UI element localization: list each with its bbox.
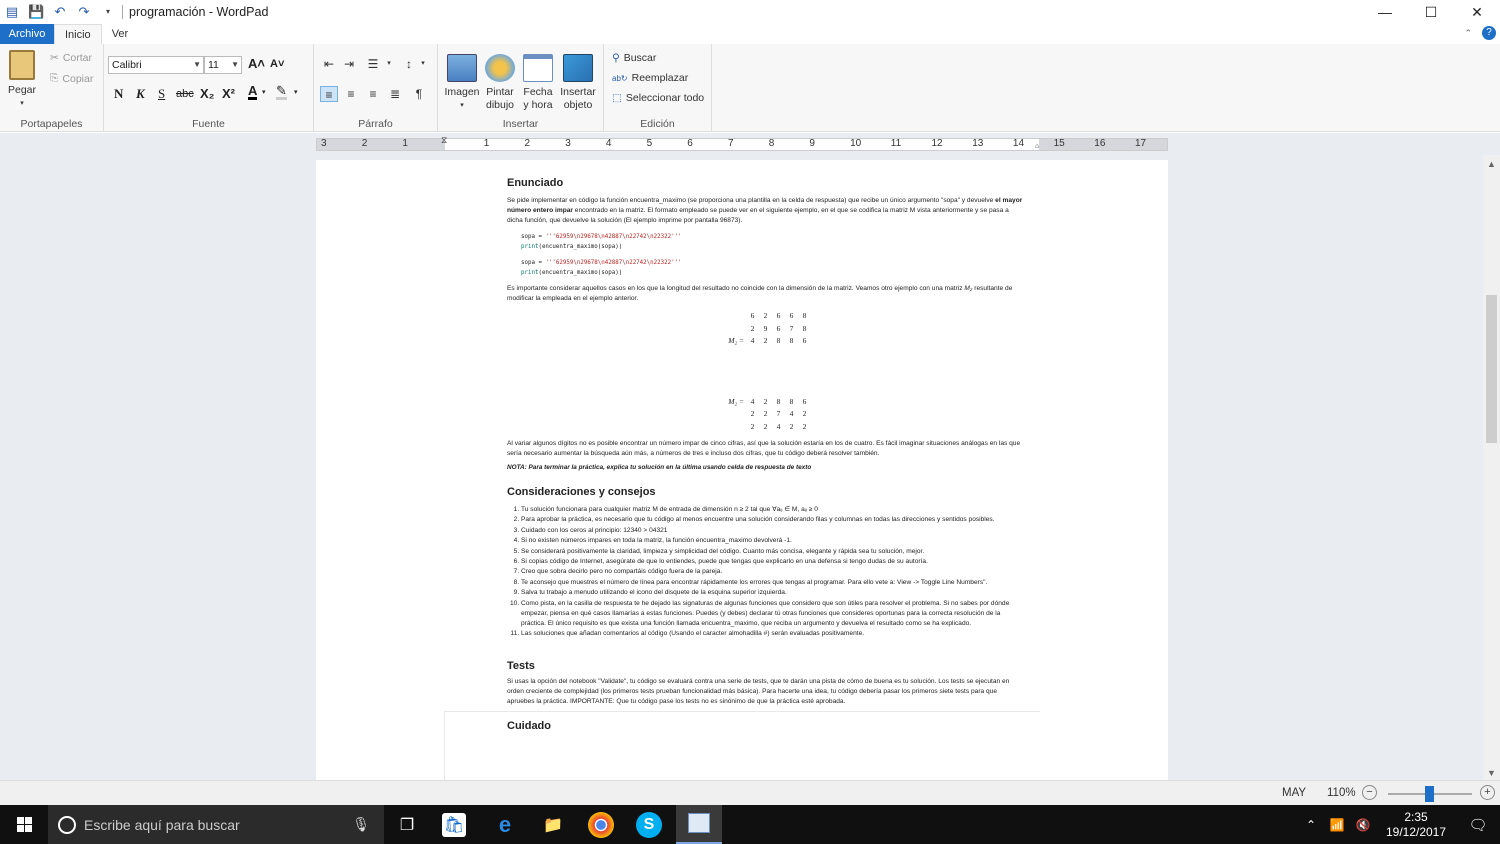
paragraph-consider	[507, 284, 1025, 304]
matrix-cell: 2	[763, 421, 768, 431]
cut-label: Cortar	[62, 52, 92, 64]
ruler-left-margin	[317, 139, 445, 150]
ribbon-tabs	[0, 24, 1500, 44]
skype-icon[interactable]: S	[636, 812, 662, 838]
zoom-slider[interactable]	[1388, 793, 1472, 795]
object-label-line1: Insertar	[560, 86, 596, 98]
matrix-row	[722, 408, 1025, 421]
text-color-button[interactable]: A	[248, 83, 258, 98]
matrix-cell: 2	[750, 421, 755, 431]
scroll-up-icon[interactable]: ▲	[1487, 159, 1496, 169]
font-group	[104, 44, 314, 132]
font-size-select[interactable]	[204, 56, 242, 74]
matrix-cell: 8	[802, 311, 807, 320]
matrix-row	[722, 396, 1025, 409]
redo-icon[interactable]: ↷	[78, 4, 90, 19]
ruler-number: 16	[1094, 138, 1106, 149]
matrix-cell: 2	[763, 311, 768, 320]
ruler-number: 12	[931, 138, 943, 149]
help-icon[interactable]: ?	[1482, 26, 1496, 40]
cell-border	[444, 711, 445, 780]
matrix-cell: 8	[776, 336, 781, 345]
ruler-number: 13	[972, 138, 984, 149]
matrix-row	[722, 310, 1025, 323]
indent-marker-icon[interactable]: ⧖	[441, 135, 448, 145]
code-block-1	[521, 232, 1025, 252]
matrix-cell: 8	[802, 323, 807, 333]
quick-access-toolbar	[0, 4, 116, 20]
scroll-down-icon[interactable]: ▼	[1487, 768, 1496, 778]
code-text: (encuentra_maximo(sopa))	[538, 244, 623, 250]
align-right-icon[interactable]: ≡	[369, 87, 377, 101]
matrix-cell: 6	[776, 311, 781, 320]
insert-group	[438, 44, 604, 132]
paragraph-group-label: Párrafo	[358, 118, 393, 130]
code-string: '''62959\n29678\n42887\n22742\n22322'''	[545, 260, 682, 266]
matrix-cell: 6	[776, 323, 781, 333]
paragraph-settings-icon[interactable]: ¶	[415, 87, 423, 101]
tab-view[interactable]: Ver	[111, 28, 129, 40]
replace-icon: ab↻	[612, 73, 628, 83]
matrix-symbol: M₂	[964, 285, 973, 292]
paste-dropdown-icon[interactable]: ▾	[20, 100, 24, 107]
paragraph-group	[314, 44, 438, 132]
font-size-value: 11	[208, 59, 219, 71]
undo-icon[interactable]: ↶	[54, 4, 66, 19]
tab-home[interactable]: Inicio	[54, 24, 102, 44]
copy-button[interactable]	[50, 72, 93, 85]
ruler-number: 1	[483, 138, 490, 149]
window-title: programación - WordPad	[129, 5, 269, 19]
select-all-button[interactable]	[612, 92, 704, 104]
list-item: 6. Si copias código de Internet, asegúrate de que lo entiendes, puede que tengas que explicarlo en una defensa si tengo dudas de su autoría.	[521, 557, 1025, 567]
matrix-label	[722, 310, 746, 323]
ruler-number: 3	[321, 138, 327, 149]
ruler-number: 1	[402, 138, 408, 149]
zoom-in-button[interactable]: +	[1480, 785, 1495, 800]
find-button[interactable]	[612, 52, 656, 64]
customize-toolbar-chevron-icon[interactable]: ▾	[105, 7, 110, 16]
align-center-icon[interactable]: ≡	[347, 87, 355, 101]
heading-cuidado: Cuidado	[507, 719, 551, 732]
superscript-button[interactable]: X²	[222, 86, 235, 101]
line-spacing-icon[interactable]: ↕	[406, 57, 412, 71]
list-item: 8. Te aconsejo que muestres el número de línea para encontrar rápidamente los errores que tengas al programar. Para ello vete a: View -> Toggle Line Numbers".	[521, 578, 1025, 588]
line-spacing-dropdown-icon[interactable]: ▾	[421, 60, 425, 67]
matrix-label: M₂ =	[728, 396, 744, 406]
insert-group-label: Insertar	[502, 118, 539, 130]
code-line	[521, 268, 1025, 278]
minimize-button[interactable]: —	[1378, 4, 1392, 20]
heading-tests: Tests	[507, 659, 535, 672]
spacer	[507, 348, 1025, 396]
tips-list	[521, 505, 1025, 639]
code-block-2	[521, 258, 1025, 278]
binoculars-icon: ⚲	[612, 52, 620, 64]
file-explorer-icon[interactable]: 📁	[543, 817, 563, 834]
matrix-cell: 4	[776, 421, 781, 431]
ruler-number: 11	[890, 138, 902, 149]
document-area	[0, 155, 1483, 780]
system-tray	[1298, 805, 1500, 844]
paragraph-tests: Si usas la opción del notebook "Validate", tu código se evaluará contra una serie de tests, que te darán una pista de cómo de buena es tu solución. Los tests se ejecutan en orden creciente de complejidad (los primeros tests prueban funcionalidad más básica). Para hacerte una idea, tu código debería pasar los primeros siete tests para que apruebes la práctica. IMPORTANTE: Que tu código pase los tests no es sinónimo de que la práctica esté aprobada.	[507, 677, 1010, 705]
vertical-scrollbar[interactable]	[1483, 155, 1500, 780]
note-text: NOTA: Para terminar la práctica, explica tu solución en la última usando celda de respuesta de texto	[507, 464, 812, 471]
matrix-cell: 7	[789, 323, 794, 333]
matrix-row	[722, 323, 1025, 336]
tab-file[interactable]: Archivo	[0, 24, 54, 44]
matrix-label	[722, 421, 746, 434]
find-label: Buscar	[623, 52, 657, 64]
highlight-icon[interactable]: ✎	[276, 83, 287, 98]
collapse-ribbon-chevron-icon[interactable]: ⌃	[1464, 27, 1472, 38]
code-string: '''62959\n29678\n42887\n22742\n22322'''	[545, 234, 682, 240]
notifications-icon[interactable]: 🗨	[1468, 816, 1488, 834]
paint-label-line2: dibujo	[485, 99, 515, 111]
matrix-row	[722, 421, 1025, 434]
code-func: print	[521, 244, 539, 250]
windows-logo-icon	[17, 817, 32, 832]
chevron-down-icon: ▼	[193, 60, 201, 69]
matrix-cell: 4	[789, 409, 794, 418]
chrome-icon[interactable]	[588, 812, 614, 838]
matrix-cell: 6	[789, 311, 794, 320]
code-line	[521, 258, 1025, 268]
font-group-label: Fuente	[192, 118, 225, 130]
strikethrough-button[interactable]: abc	[176, 88, 194, 100]
ruler-number: 10	[850, 138, 862, 149]
code-line	[521, 242, 1025, 252]
date-time-button[interactable]	[520, 54, 556, 112]
matrix-cell: 2	[763, 396, 768, 406]
code-func: print	[521, 270, 539, 276]
matrix-cell: 6	[802, 396, 807, 406]
insert-object-button[interactable]	[558, 54, 598, 112]
copy-icon: ⎘	[50, 72, 59, 84]
paint-drawing-button[interactable]	[482, 54, 518, 112]
consider-text-end: resultante de modificar la empleada en el ejemplo anterior.	[507, 285, 1013, 302]
code-text: (encuentra_maximo(sopa))	[538, 270, 623, 276]
font-family-select[interactable]	[108, 56, 204, 74]
clipboard-group-label: Portapapeles	[20, 118, 83, 130]
matrix-cell: 9	[763, 323, 768, 333]
ruler-number: 15	[1053, 138, 1065, 149]
heading-enunciado: Enunciado	[507, 177, 564, 189]
paste-label: Pegar	[8, 84, 37, 96]
cortana-icon	[58, 816, 76, 834]
edge-icon[interactable]: e	[498, 812, 512, 837]
code-line	[521, 232, 1025, 242]
matrix-bottom	[722, 396, 1025, 434]
zoom-level: 110%	[1327, 787, 1356, 799]
italic-button[interactable]: K	[136, 86, 145, 101]
paint-label-line1: Pintar	[486, 86, 514, 98]
image-icon	[447, 54, 477, 82]
code-text: sopa =	[521, 260, 546, 266]
list-item: 10. Como pista, en la casilla de respuesta te he dejado las signaturas de algunas funciones que considero que son útiles para resolver el problema. Si no sabes por dónde empezar, piensa en qué casos llamarías a estas funciones. Puedes (y debes) declarar tú otras funciones que consideres oportunas para la correcta resolución de la práctica. El único requisito es que exista una función llamada encuentra_maximo, que reciba un argumento y devuelva el resultado como se ha explicado.	[521, 599, 1025, 629]
date-label-line1: Fecha	[523, 86, 553, 98]
matrix-cell: 2	[763, 409, 768, 418]
matrix-cell: 2	[763, 336, 768, 345]
increase-indent-icon[interactable]: ⇥	[343, 57, 355, 71]
ruler-number: 9	[809, 138, 815, 149]
wordpad-taskbar-button[interactable]	[676, 805, 722, 844]
matrix-cell: 2	[802, 409, 807, 418]
volume-muted-icon[interactable]: 🔇	[1355, 817, 1371, 832]
matrix-cell: 8	[789, 396, 794, 406]
ruler-number: 2	[361, 138, 368, 149]
matrix-cell: 6	[750, 311, 755, 320]
list-item: 9. Salva tu trabajo a menudo utilizando el icono del disquete de la esquina superior izquierda.	[521, 588, 1025, 598]
bullet-list-icon[interactable]: ☰	[367, 57, 379, 71]
zoom-slider-knob[interactable]	[1425, 786, 1434, 802]
list-item: 7. Creo que sobra decirlo pero no compartáis código fuera de la pareja.	[521, 567, 1025, 577]
matrix-cell: 4	[750, 396, 755, 406]
insert-image-label: Imagen	[444, 86, 480, 98]
ruler-area	[0, 133, 1500, 155]
ruler[interactable]	[316, 135, 1168, 151]
matrix-label: M₂ =	[728, 336, 744, 345]
replace-button[interactable]	[612, 72, 688, 84]
microphone-icon[interactable]: 🎙	[352, 816, 370, 832]
show-hidden-icons-icon[interactable]: ⌃	[1305, 817, 1317, 832]
calendar-icon	[523, 54, 553, 82]
highlight-dropdown-icon[interactable]: ▾	[294, 89, 298, 96]
ruler-number: 4	[605, 138, 612, 149]
copy-label: Copiar	[62, 72, 94, 85]
editing-group-label: Edición	[640, 118, 675, 130]
bold-button[interactable]: N	[114, 86, 124, 101]
taskbar-search[interactable]	[48, 805, 384, 844]
align-left-icon[interactable]: ≡	[320, 86, 338, 102]
cut-button[interactable]	[50, 52, 92, 64]
justify-icon[interactable]: ≣	[389, 87, 401, 101]
right-indent-marker-icon[interactable]: ⌂	[1035, 143, 1040, 150]
date-label-line2: y hora	[523, 99, 553, 111]
start-button[interactable]	[0, 805, 48, 844]
image-dropdown-icon[interactable]: ▾	[460, 102, 464, 109]
clock-time: 2:35	[1404, 809, 1428, 824]
decrease-indent-icon[interactable]: ⇤	[323, 57, 335, 71]
statement-bold: el mayor número entero impar	[507, 197, 1023, 214]
list-item: 2. Para aprobar la práctica, es necesario que tu código al menos encuentre una solución considerando filas y columnas en todas las direcciones y sentidos posibles.	[521, 515, 1025, 525]
document-page[interactable]	[316, 160, 1168, 780]
ruler-number: 17	[1135, 138, 1147, 149]
clock[interactable]	[1376, 810, 1456, 840]
paragraph-statement	[507, 196, 1025, 226]
close-button[interactable]: ✕	[1471, 3, 1483, 20]
matrix-label	[722, 323, 746, 336]
matrix-cell: 7	[776, 409, 781, 418]
scissors-icon: ✂	[50, 52, 59, 64]
matrix-cell: 8	[789, 336, 794, 345]
taskbar	[0, 805, 1500, 844]
statement-text: Se pide implementar en código la función encuentra_maximo (se proporciona una plantilla en la celda de respuesta) que recibe un único argumento "sopa" y devuelve	[507, 197, 996, 204]
ribbon	[0, 44, 1500, 132]
matrix-row	[722, 335, 1025, 348]
replace-label: Reemplazar	[631, 72, 689, 84]
matrix-cell: 2	[789, 421, 794, 431]
list-item: 5. Se considerará positivamente la claridad, limpieza y simplicidad del código. Cuanto más concisa, elegante y rápida sea tu solución, mejor.	[521, 547, 1025, 557]
bullet-list-dropdown-icon[interactable]: ▾	[387, 60, 391, 67]
consider-text: Es importante considerar aquellos casos en los que la longitud del resultado no coincide con la dimensión de la matriz. Veamos otro ejemplo con una matriz	[507, 285, 965, 292]
statement-text-end: encontrado en la matriz. El formato empleado se puede ver en el siguiente ejemplo, en el que se codifica la matriz M vista anteriormente y se pasa a dicha función, que devuelve la solución (El ejemplo imprime por pantalla 96873).	[507, 207, 1009, 224]
matrix-cell: 8	[776, 396, 781, 406]
matrix-cell: 2	[750, 409, 755, 418]
matrix-top	[722, 310, 1025, 348]
select-all-label: Seleccionar todo	[625, 92, 705, 104]
caps-lock-indicator: MAY	[1282, 787, 1307, 799]
clipboard-icon	[9, 50, 35, 80]
code-text: sopa =	[521, 234, 546, 240]
matrix-label	[722, 408, 746, 421]
ribbon-right-controls	[1464, 26, 1496, 40]
shrink-font-button[interactable]: A˅	[270, 58, 285, 70]
ruler-number: 6	[687, 138, 693, 149]
ruler-number: 3	[565, 138, 571, 149]
font-family-value: Calibri	[112, 59, 142, 71]
matrix-cell: 6	[802, 336, 807, 345]
document-content[interactable]	[507, 176, 1025, 739]
list-item: 1. Tu solución funcionara para cualquier matriz M de entrada de dimensión n ≥ 2 tal que ∀aᵢⱼ ∈ M, aᵢⱼ ≥ 0	[521, 505, 1025, 515]
ruler-number: 5	[646, 138, 653, 149]
ruler-number: 7	[728, 138, 734, 149]
wordpad-taskbar-icon	[688, 813, 710, 833]
matrix-cell: 4	[750, 336, 755, 345]
subscript-button[interactable]: X₂	[200, 86, 215, 101]
paste-button[interactable]	[8, 50, 36, 110]
scroll-thumb[interactable]	[1486, 295, 1497, 443]
list-item: 11. Las soluciones que añadan comentarios al código (Usando el caracter almohadilla #) serán evaluadas positivamente.	[521, 629, 1025, 639]
clipboard-group	[0, 44, 104, 132]
insert-image-button[interactable]	[444, 54, 480, 112]
ruler-number: 2	[524, 138, 531, 149]
list-item: 4. Si no existen números impares en toda la matriz, la función encuentra_maximo devolverá -1.	[521, 536, 1025, 546]
clock-date: 19/12/2017	[1385, 824, 1447, 839]
ruler-number: 14	[1012, 138, 1025, 149]
matrix-cell: 2	[802, 421, 807, 431]
network-icon[interactable]: 📶	[1329, 817, 1345, 832]
object-icon	[563, 54, 593, 82]
object-label-line2: objeto	[563, 99, 593, 111]
heading-consideraciones: Consideraciones y consejos	[507, 486, 656, 498]
title-separator	[122, 5, 123, 19]
chevron-down-icon: ▼	[231, 60, 239, 69]
editing-group	[604, 44, 712, 132]
paint-palette-icon	[485, 54, 515, 82]
paragraph-variation: Al variar algunos dígitos no es posible encontrar un número impar de cinco cifras, así que la solución estaría en los de cuatro. Es fácil imaginar situaciones análogas en las que sería necesario aumentar la búsqueda aún más, a números de tres e incluso dos cifras, que tu código deberá resolver también.	[507, 440, 1021, 457]
zoom-out-button[interactable]: −	[1362, 785, 1377, 800]
underline-button[interactable]: S	[158, 86, 166, 101]
matrix-cell: 2	[750, 323, 755, 333]
status-bar	[0, 780, 1500, 805]
title-bar	[0, 0, 1500, 24]
text-color-dropdown-icon[interactable]: ▾	[262, 89, 266, 96]
store-icon[interactable]: 🛍	[442, 813, 466, 837]
window-controls	[1362, 0, 1500, 24]
wordpad-app-icon: ▤	[5, 4, 19, 19]
select-all-icon: ⬚	[612, 92, 622, 104]
list-item: 3. Cuidado con los ceros al principio: 12340 > 04321	[521, 526, 1025, 536]
ruler-number: 8	[768, 138, 775, 149]
grow-font-button[interactable]: A˄	[248, 56, 265, 71]
search-placeholder: Escribe aquí para buscar	[84, 816, 240, 833]
save-icon[interactable]: 💾	[28, 4, 45, 19]
task-view-icon[interactable]: ❐	[399, 817, 415, 834]
maximize-button[interactable]: ☐	[1424, 3, 1438, 20]
